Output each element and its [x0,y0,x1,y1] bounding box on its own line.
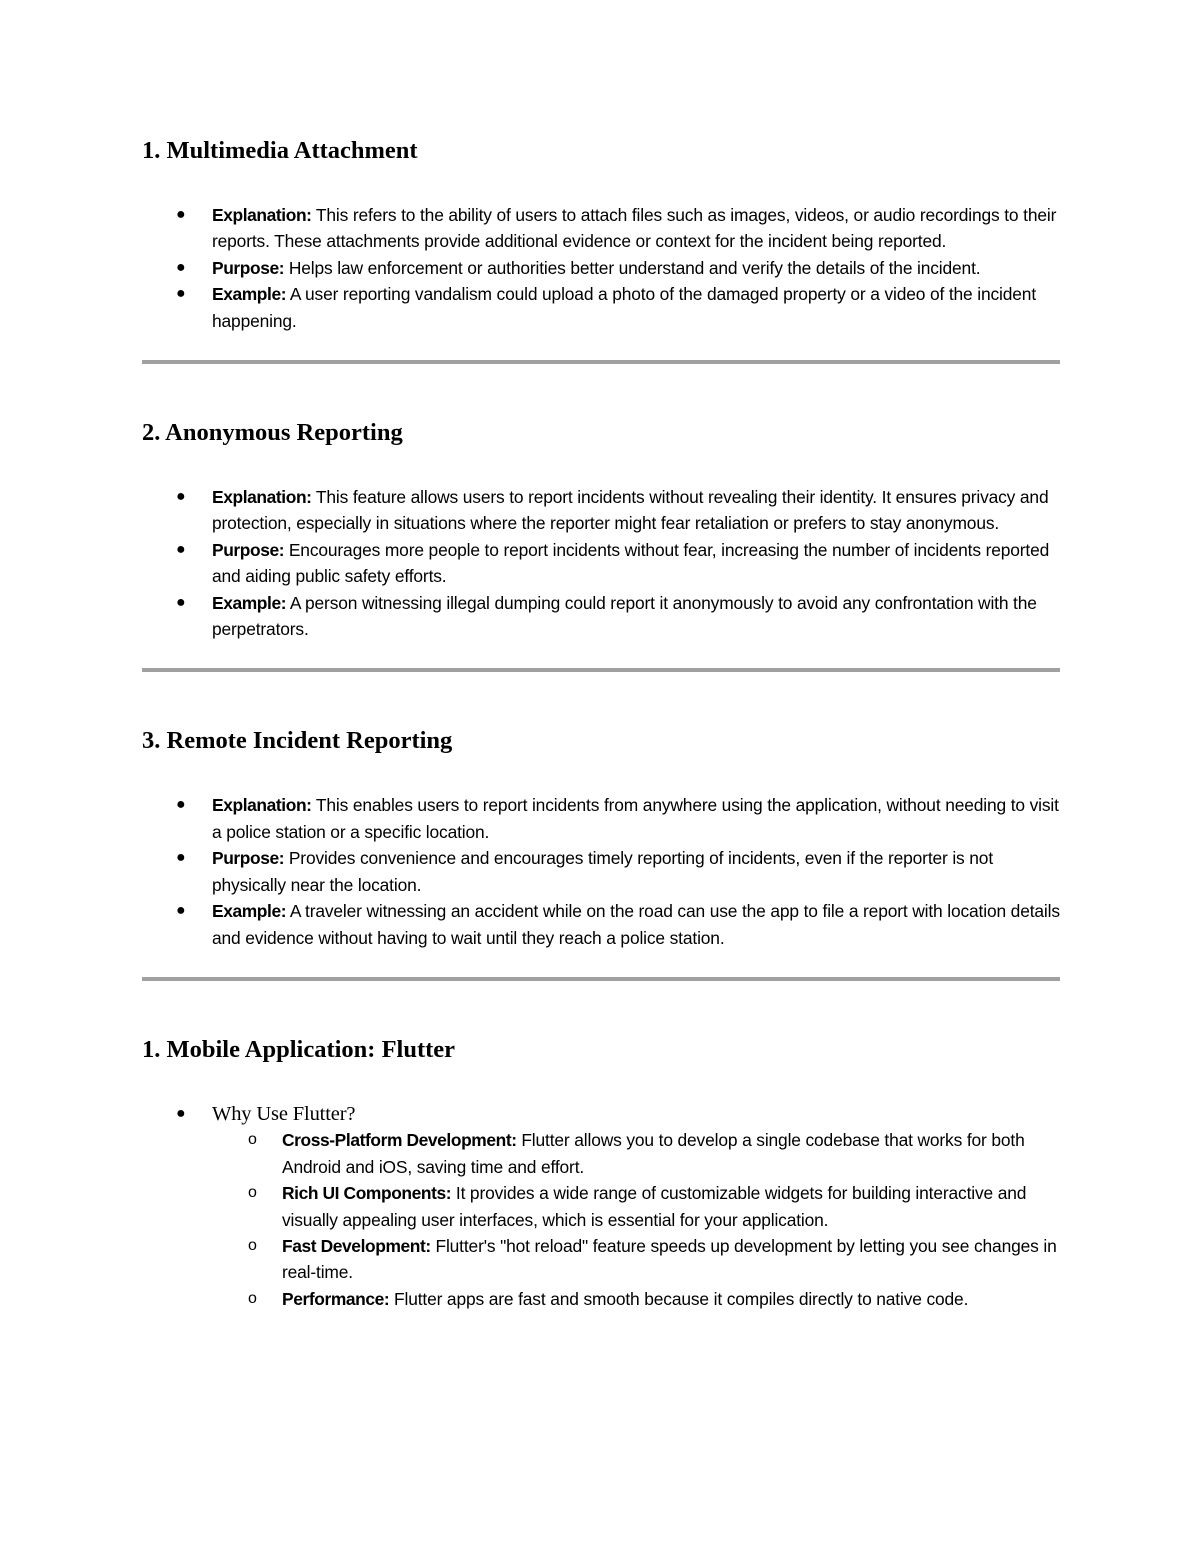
bullet-icon: ● [176,849,186,867]
item-text: This enables users to report incidents from anywhere using the application, without needing to visit a police station or a specific location. [212,795,1059,842]
item-label: Explanation: [212,795,312,816]
sub-list-item [212,1233,1060,1286]
section-title-multimedia-attachment: 1. Multimedia Attachment [142,137,418,164]
question-heading: Why Use Flutter? [212,1102,356,1125]
circle-bullet-icon: o [248,1131,257,1149]
item-text: A traveler witnessing an accident while on the road can use the app to file a report with location details and evidence without having to wait until they reach a police station. [212,901,1060,948]
list-item [142,1101,1060,1312]
list-item [142,845,1060,898]
item-text: Flutter allows you to develop a single codebase that works for both Android and iOS, saving time and effort. [282,1130,1025,1177]
list-item [142,255,1060,281]
item-label: Rich UI Components: [282,1183,452,1204]
bullet-icon: ● [176,593,186,611]
item-text: A person witnessing illegal dumping could report it anonymously to avoid any confrontation with the perpetrators. [212,592,1037,640]
bullet-icon: ● [176,796,186,814]
list-item [142,484,1060,537]
item-label: Purpose: [212,539,285,560]
item-text: Flutter's "hot reload" feature speeds up development by letting you see changes in real-time. [282,1235,1057,1283]
section-title-remote-incident-reporting: 3. Remote Incident Reporting [142,727,453,755]
item-text: Provides convenience and encourages timely reporting of incidents, even if the reporter is not physically near the location. [212,848,994,895]
bullet-icon: ● [176,488,186,506]
item-label: Explanation: [212,205,312,225]
bullet-icon: ● [176,206,186,223]
item-text: A user reporting vandalism could upload a photo of the damaged property or a video of the incident happening. [212,284,1036,331]
bullet-icon: ● [176,540,186,558]
bullet-list [142,792,1060,950]
bullet-icon: ● [176,258,186,276]
item-text: Flutter apps are fast and smooth because it compiles directly to native code. [389,1288,969,1309]
list-item [142,898,1060,951]
sub-list-item [212,1127,1060,1180]
sub-bullet-list [212,1127,1060,1312]
sub-list-item [212,1286,1060,1312]
item-label: Example: [212,284,287,305]
list-item [142,792,1060,845]
item-text: It provides a wide range of customizable widgets for building interactive and visually appealing user interfaces, which is essential for your application. [282,1183,1027,1230]
sub-list-item [212,1180,1060,1233]
circle-bullet-icon: o [248,1236,257,1254]
circle-bullet-icon: o [248,1289,257,1307]
item-label: Purpose: [212,848,285,869]
bullet-icon: ● [176,1104,186,1122]
bullet-list [142,202,1060,334]
item-text: Encourages more people to report incidents without fear, increasing the number of incidents reported and aiding public safety efforts. [212,539,1050,587]
item-label: Example: [212,592,287,613]
item-label: Explanation: [212,487,312,508]
item-label: Cross-Platform Development: [282,1130,517,1151]
item-label: Performance: [282,1288,390,1309]
item-label: Purpose: [212,257,285,278]
item-label: Fast Development: [282,1235,431,1256]
circle-bullet-icon: o [248,1184,257,1202]
bullet-list [142,484,1060,642]
item-label: Example: [212,901,287,922]
list-item [142,537,1060,590]
section-title-mobile-application: 1. Mobile Application: Flutter [142,1035,456,1063]
item-text: This refers to the ability of users to attach files such as images, videos, or audio recordings to their reports. These attachments provide additional evidence or context for the incident being reported. [212,205,1057,252]
item-text: Helps law enforcement or authorities better understand and verify the details of the incident. [284,257,981,278]
bullet-icon: ● [176,285,186,303]
bullet-icon: ● [176,902,186,920]
section-title-anonymous-reporting: 2. Anonymous Reporting [142,419,403,447]
item-text: This feature allows users to report incidents without revealing their identity. It ensures privacy and protection, especially in situations where the reporter might fear retaliation or prefers to stay anonymous. [212,487,1049,534]
list-item [142,590,1060,643]
list-item [142,202,1060,255]
document-page [142,130,1060,1312]
list-item [142,281,1060,334]
bullet-list [142,1101,1060,1312]
